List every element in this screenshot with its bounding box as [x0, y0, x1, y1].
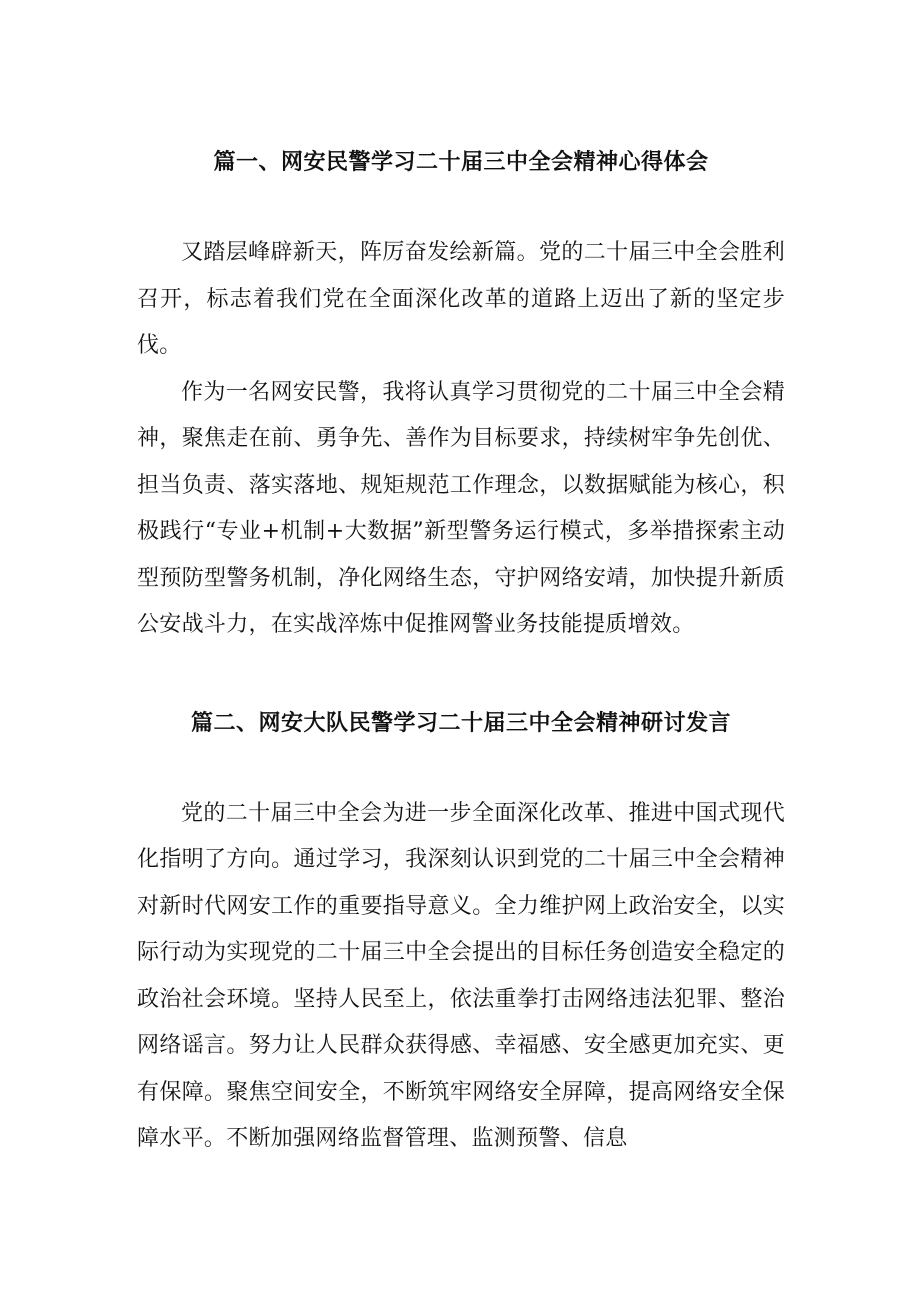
- document-body: [137, 140, 785, 1163]
- section-title-2: 篇二、网安大队民警学习二十届三中全会精神研讨发言: [190, 709, 731, 736]
- spacer: [137, 184, 785, 230]
- spacer: [137, 649, 785, 701]
- paragraph: 作为一名网安民警，我将认真学习贯彻党的二十届三中全会精神，聚焦走在前、勇争先、善作为目标要求，持续树牢争先创优、担当负责、落实落地、规矩规范工作理念，以数据赋能为核心，积极践行“专业+机制+大数据”新型警务运行模式，多举措探索主动型预防型警务机制，净化网络生态，守护网络安靖，加快提升新质公安战斗力，在实战淬炼中促推网警业务技能提质增效。: [137, 379, 785, 637]
- paragraph: 又踏层峰辟新天，阵厉奋发绘新篇。党的二十届三中全会胜利召开，标志着我们党在全面深化改革的道路上迈出了新的坚定步伐。: [137, 240, 785, 358]
- spacer: [137, 745, 785, 791]
- paragraph: 党的二十届三中全会为进一步全面深化改革、推进中国式现代化指明了方向。通过学习，我深刻认识到党的二十届三中全会精神对新时代网安工作的重要指导意义。全力维护网上政治安全，以实际行动为实现党的二十届三中全会提出的目标任务创造安全稳定的政治社会环境。坚持人民至上，依法重拳打击网络违法犯罪、整治网络谣言。努力让人民群众获得感、幸福感、安全感更加充实、更有保障。聚焦空间安全，不断筑牢网络安全屏障，提高网络安全保障水平。不断加强网络监督管理、监测预警、信息: [137, 800, 785, 1151]
- section-title-1: 篇一、网安民警学习二十届三中全会精神心得体会: [213, 149, 709, 175]
